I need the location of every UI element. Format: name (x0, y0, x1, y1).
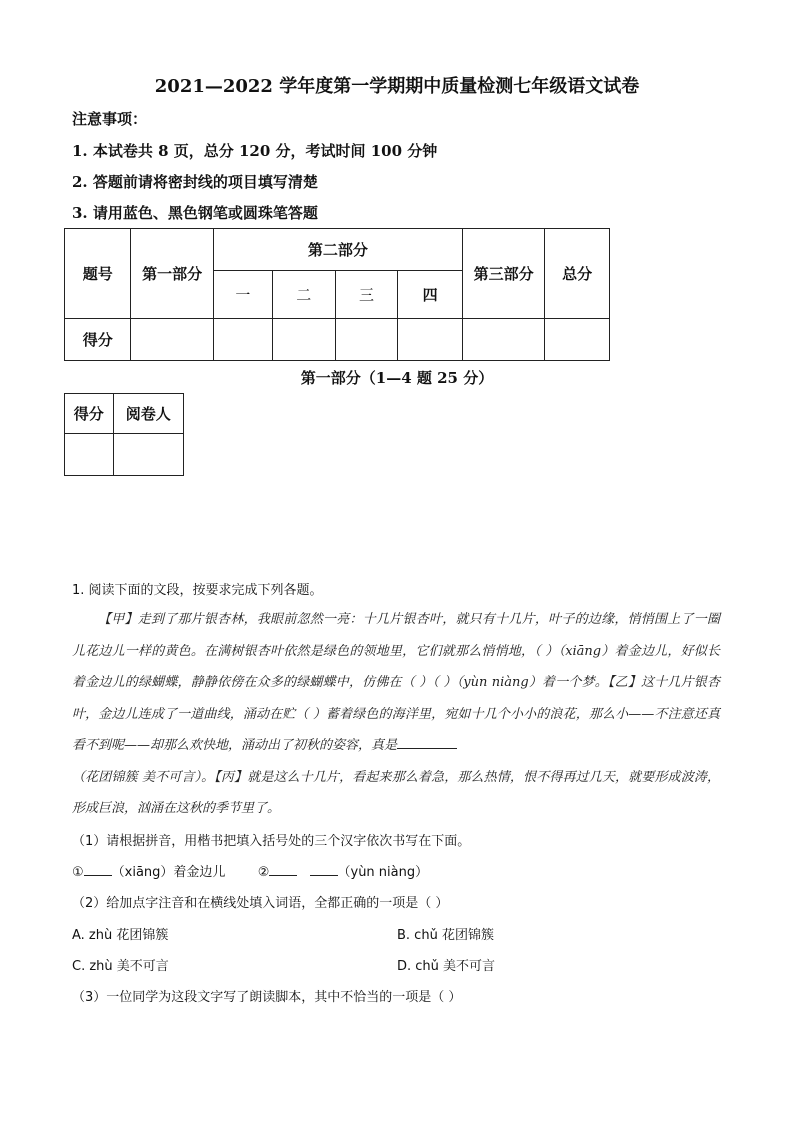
answer-blank[interactable] (84, 863, 112, 876)
option-a[interactable]: A. zhù 花团锦簇 (72, 928, 169, 943)
blank-label-2: ② (257, 865, 270, 880)
subquestion-2: （2）给加点字注音和在横线处填入词语，全都正确的一项是（ ） (72, 896, 449, 911)
small-reviewer-label: 阅卷人 (113, 394, 183, 434)
score-cell[interactable] (545, 319, 610, 361)
header-part2: 第二部分 (213, 229, 462, 271)
answer-blank[interactable] (310, 863, 338, 876)
header-sub-4: 四 (398, 271, 463, 319)
score-table (64, 228, 610, 361)
answer-blank[interactable] (269, 863, 297, 876)
notice-heading: 注意事项： (72, 110, 148, 128)
small-score-label: 得分 (65, 394, 114, 434)
header-total: 总分 (545, 229, 610, 319)
subquestion-1-blanks (72, 861, 428, 880)
header-sub-2: 二 (272, 271, 335, 319)
header-sub-3: 三 (335, 271, 398, 319)
notice-item: 1. 本试卷共 8 页，总分 120 分，考试时间 100 分钟 (72, 142, 438, 160)
blank-1-pinyin: （xiāng）着金边儿 (111, 865, 226, 880)
score-cell[interactable] (131, 319, 213, 361)
option-b[interactable]: B. chǔ 花团锦簇 (397, 928, 494, 943)
header-tihao: 题号 (65, 229, 131, 319)
notice-item: 2. 答题前请将密封线的项目填写清楚 (72, 173, 318, 191)
option-c[interactable]: C. zhù 美不可言 (72, 959, 169, 974)
blank-label-1: ① (72, 865, 84, 880)
subquestion-1: （1）请根据拼音，用楷书把填入括号处的三个汉字依次书写在下面。 (72, 834, 471, 849)
answer-blank[interactable] (397, 736, 457, 749)
exam-title: 2021—2022 学年度第一学期期中质量检测七年级语文试卷 (154, 76, 640, 97)
score-cell[interactable] (335, 319, 398, 361)
header-sub-1: 一 (213, 271, 272, 319)
passage-part1: 【甲】走到了那片银杏林，我眼前忽然一亮：十几片银杏叶，就只有十几片，叶子的边缘，悄悄围上了一圈儿花边儿一样的黄色。在满树银杏叶依然是绿色的领地里，它们就那么悄悄地，（ ）（xiāng）着金边儿，好似长着金边儿的绿蝴蝶，静静依傍在众多的绿蝴蝶中，仿佛在（ ）（ ）（yùn niàng）着一个梦。【乙】这十几片银杏叶，金边儿连成了一道曲线，涌动在贮（ ）蓄着绿色的海洋里，宛如十几个小小的浪花，那么小——不注意还真看不到呢——却那么欢快地，涌动出了初秋的姿容，真是 (72, 612, 720, 753)
score-cell[interactable] (213, 319, 272, 361)
blank-2-pinyin: （yùn niàng） (337, 865, 429, 880)
small-score-cell[interactable] (65, 434, 114, 476)
score-cell[interactable] (272, 319, 335, 361)
header-part1: 第一部分 (131, 229, 213, 319)
score-cell[interactable] (398, 319, 463, 361)
reviewer-table (64, 393, 184, 476)
reading-passage (72, 604, 720, 825)
header-part3: 第三部分 (462, 229, 544, 319)
notice-item: 3. 请用蓝色、黑色钢笔或圆珠笔答题 (72, 204, 318, 222)
part1-heading: 第一部分（1—4 题 25 分） (300, 369, 494, 387)
row-score-label: 得分 (65, 319, 131, 361)
score-cell[interactable] (462, 319, 544, 361)
small-reviewer-cell[interactable] (113, 434, 183, 476)
subquestion-3: （3）一位同学为这段文字写了朗读脚本，其中不恰当的一项是（ ） (72, 990, 462, 1005)
question-stem: 1. 阅读下面的文段，按要求完成下列各题。 (72, 583, 323, 598)
option-d[interactable]: D. chǔ 美不可言 (397, 959, 496, 974)
passage-part2: （花团锦簇 美不可言）。【丙】就是这么十几片，看起来那么着急，那么热情，恨不得再过几天，就要形成波涛，形成巨浪，汹涌在这秋的季节里了。 (72, 769, 720, 816)
